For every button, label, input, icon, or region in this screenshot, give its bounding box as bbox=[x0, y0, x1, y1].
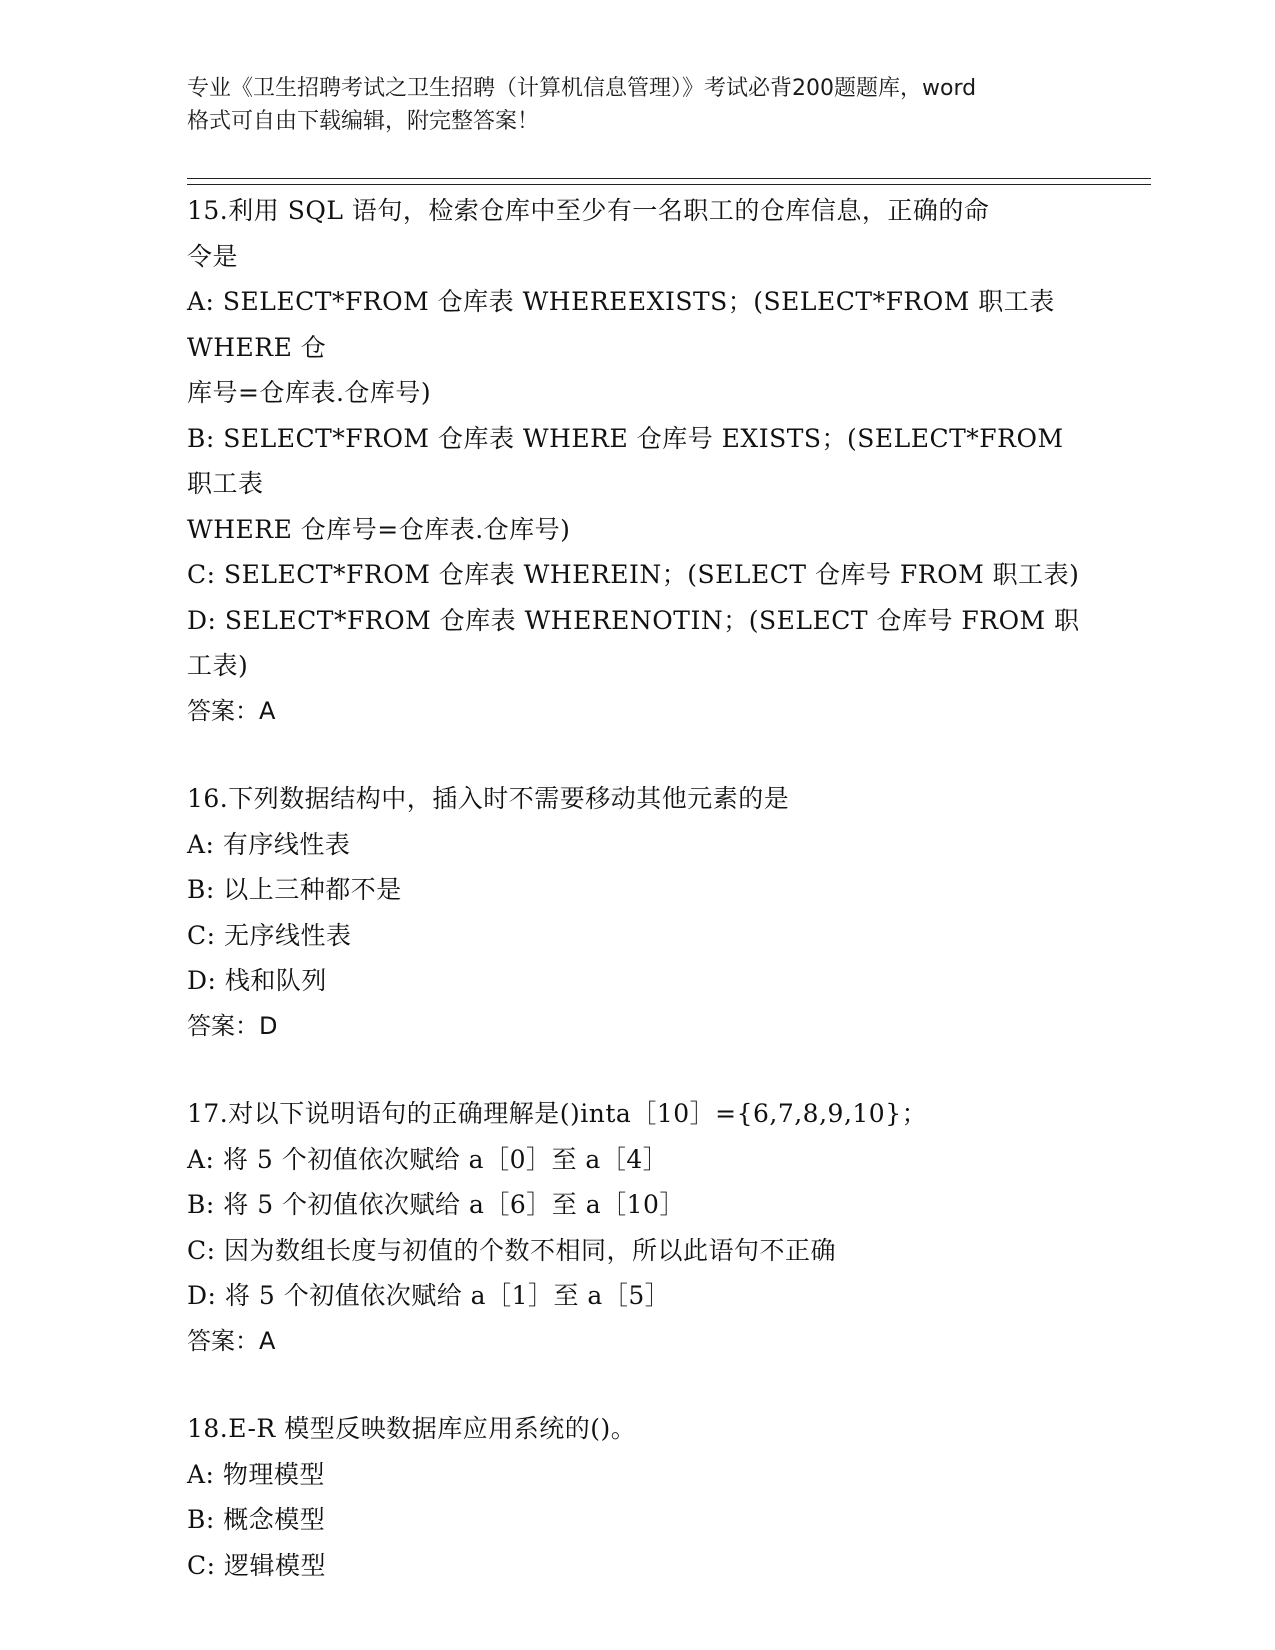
question-line: A: 物理模型 bbox=[187, 1459, 325, 1489]
question-block bbox=[187, 1091, 1087, 1364]
answer-text: 答案：A bbox=[187, 696, 276, 725]
question-line: C: 无序线性表 bbox=[187, 920, 352, 950]
question-line: B: 以上三种都不是 bbox=[187, 875, 402, 904]
document-header bbox=[187, 72, 1107, 138]
question-text: 18.E-R 模型反映数据库应用系统的()。 bbox=[187, 1414, 637, 1443]
question-block bbox=[187, 1406, 1087, 1588]
question-text: 15.利用 SQL 语句，检索仓库中至少有一名职工的仓库信息，正确的命 bbox=[187, 196, 990, 225]
header-divider-top bbox=[187, 178, 1151, 179]
question-line: C: 因为数组长度与初值的个数不相同，所以此语句不正确 bbox=[187, 1235, 837, 1265]
header-line-2: 格式可自由下载编辑，附完整答案！ bbox=[187, 109, 540, 134]
question-text: 17.对以下说明语句的正确理解是()inta［10］={6,7,8,9,10}； bbox=[187, 1099, 928, 1128]
question-line: WHERE 仓库号=仓库表.仓库号) bbox=[187, 514, 571, 544]
question-line: A: 有序线性表 bbox=[187, 829, 351, 859]
question-line: 库号=仓库表.仓库号) bbox=[187, 378, 432, 407]
question-line: 令是 bbox=[187, 241, 239, 271]
header-divider-bottom bbox=[187, 184, 1151, 185]
question-list bbox=[187, 188, 1087, 1630]
answer-text: 答案：D bbox=[187, 1011, 278, 1040]
question-line: B: 将 5 个初值依次赋给 a［6］至 a［10］ bbox=[187, 1190, 685, 1219]
question-line: C: SELECT*FROM 仓库表 WHEREIN；(SELECT 仓库号 FROM 职工表) bbox=[187, 560, 1080, 589]
question-line: D: SELECT*FROM 仓库表 WHERENOTIN；(SELECT 仓库号 FROM 职工表) bbox=[187, 605, 1080, 680]
document-page bbox=[187, 0, 1151, 1650]
question-text: 16.下列数据结构中，插入时不需要移动其他元素的是 bbox=[187, 784, 790, 813]
question-block bbox=[187, 188, 1087, 734]
question-line: D: 将 5 个初值依次赋给 a［1］至 a［5］ bbox=[187, 1281, 671, 1310]
header-line-1: 专业《卫生招聘考试之卫生招聘（计算机信息管理）》考试必背200题题库，word bbox=[187, 76, 977, 101]
question-line: D: 栈和队列 bbox=[187, 966, 327, 995]
question-line: B: SELECT*FROM 仓库表 WHERE 仓库号 EXISTS；(SELECT*FROM 职工表 bbox=[187, 423, 1072, 498]
question-line: A: SELECT*FROM 仓库表 WHEREEXISTS；(SELECT*FROM 职工表 WHERE 仓 bbox=[187, 287, 1064, 362]
question-line: C: 逻辑模型 bbox=[187, 1550, 326, 1580]
answer-text: 答案：A bbox=[187, 1326, 276, 1355]
question-line: B: 概念模型 bbox=[187, 1505, 326, 1534]
question-block bbox=[187, 776, 1087, 1049]
question-line: A: 将 5 个初值依次赋给 a［0］至 a［4］ bbox=[187, 1144, 669, 1174]
